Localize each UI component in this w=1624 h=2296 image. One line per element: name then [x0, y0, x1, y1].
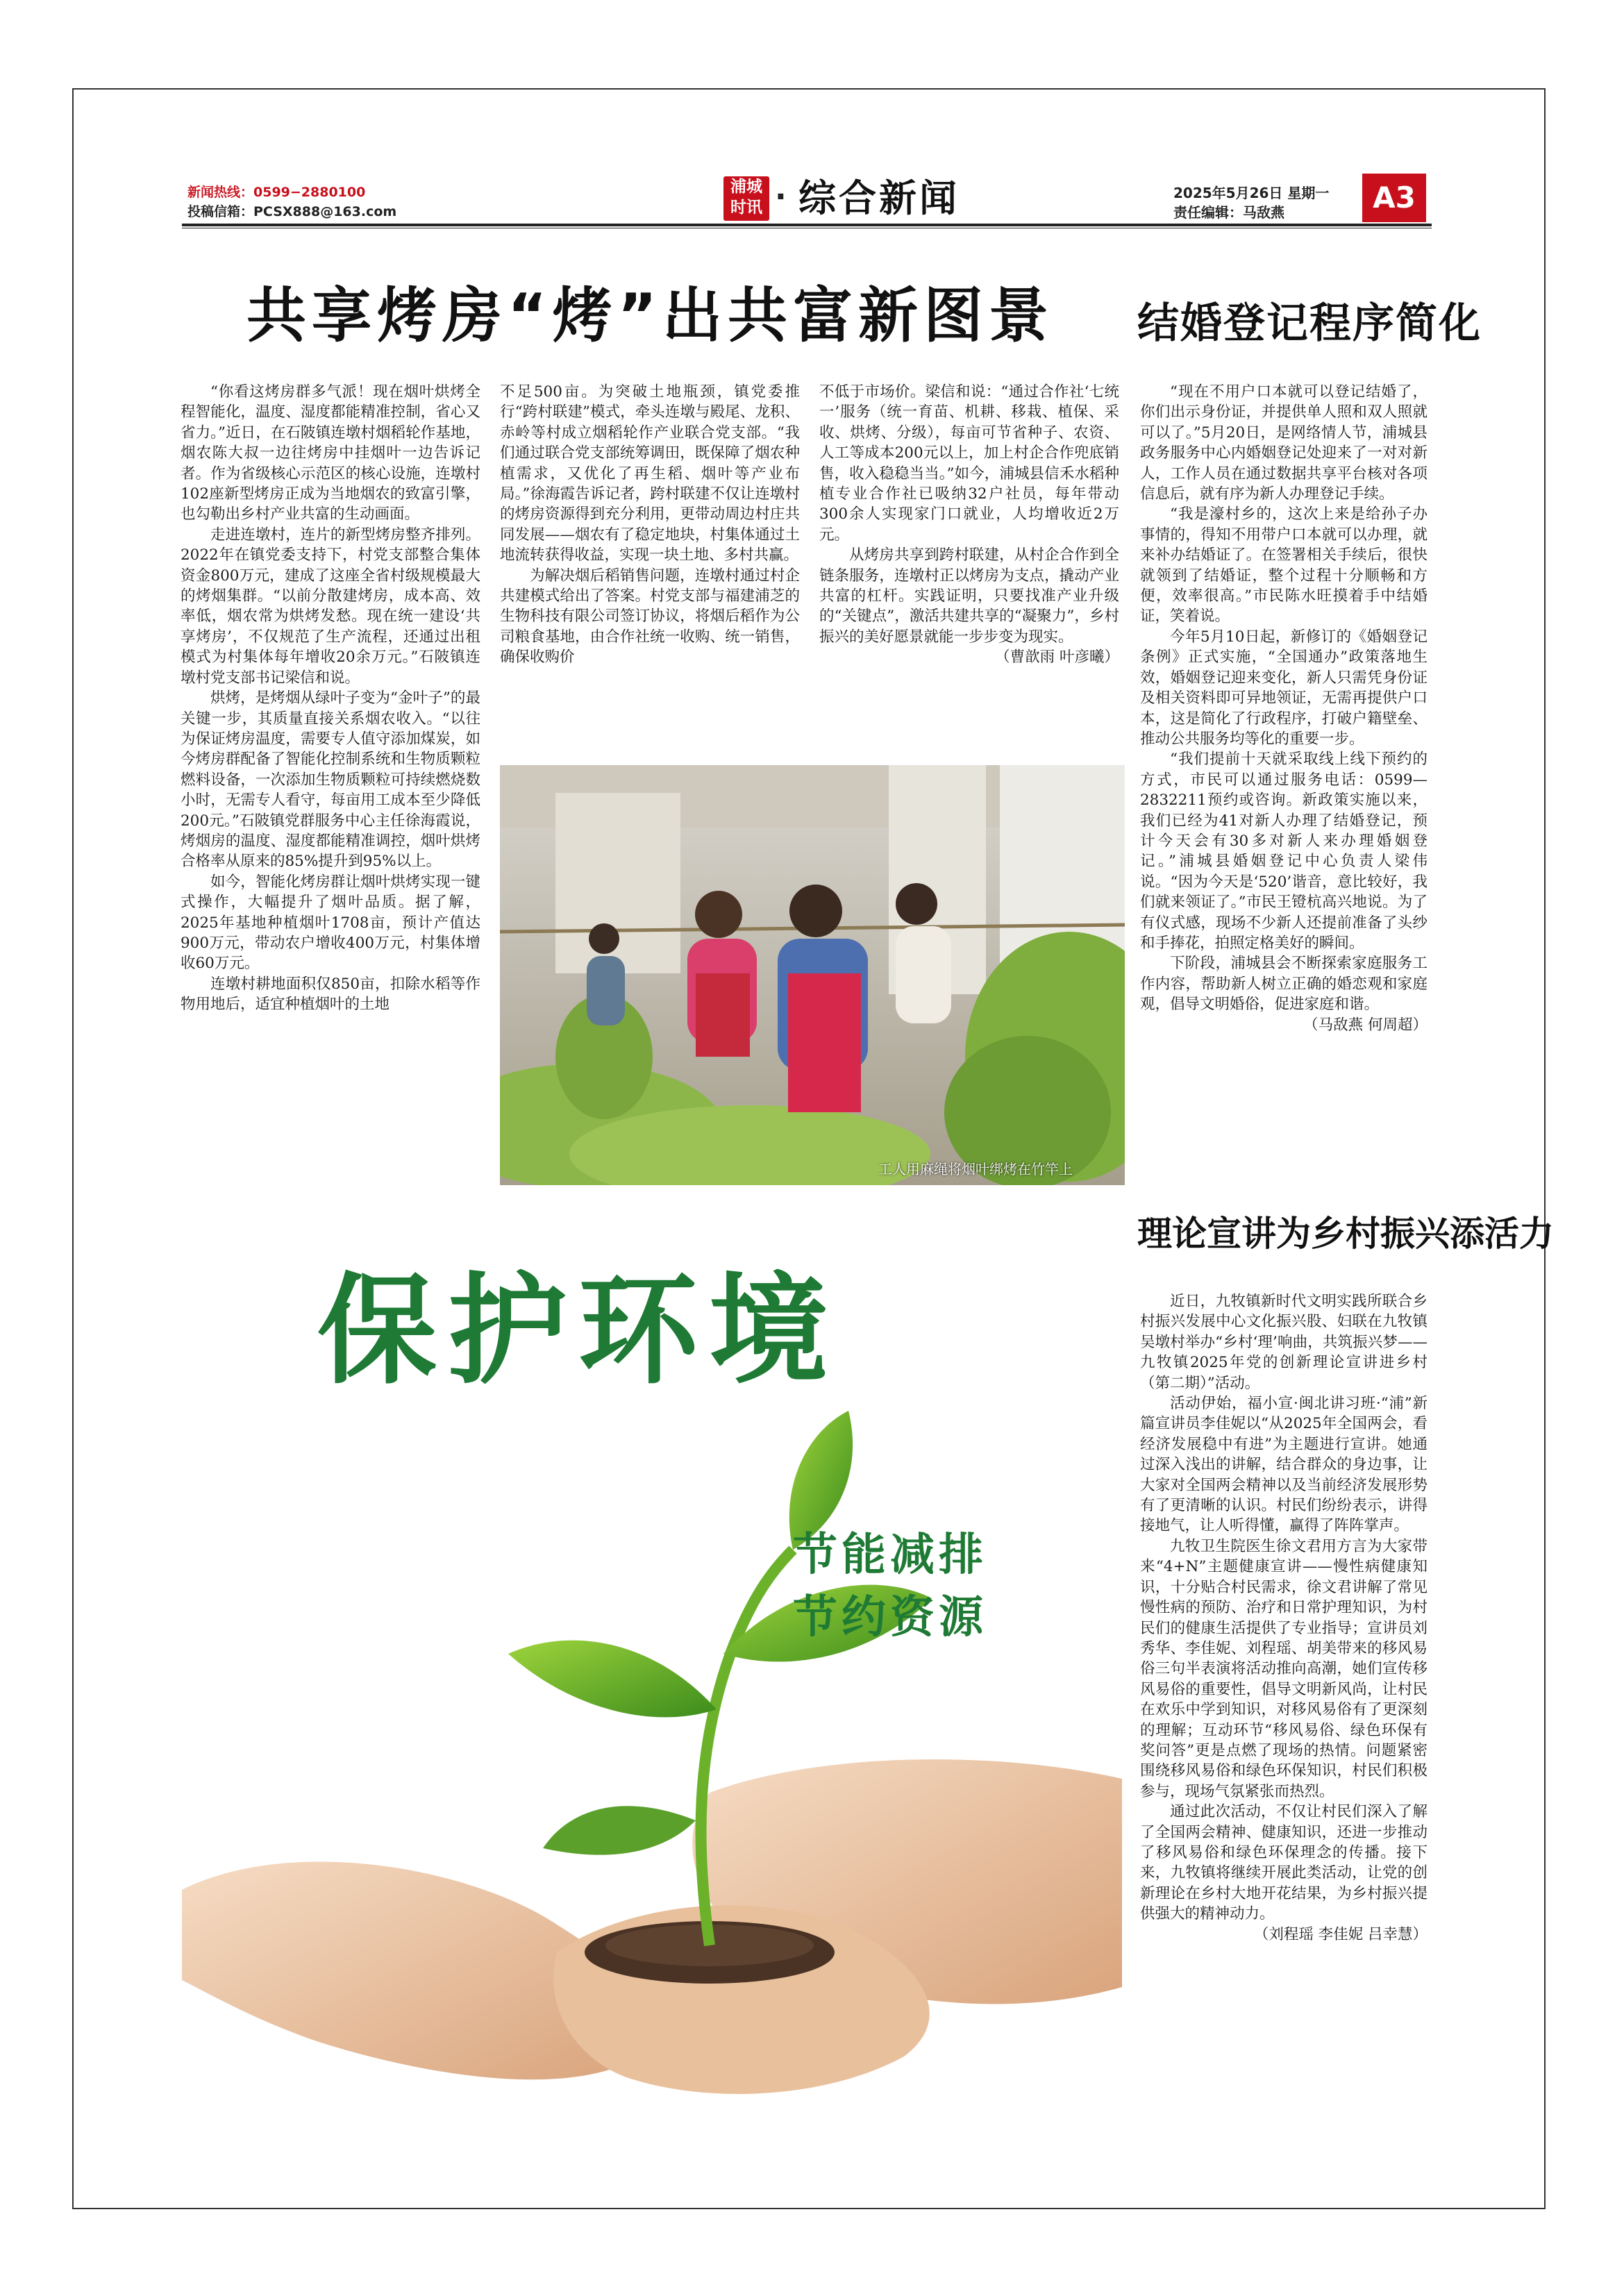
photo-caption: 工人用麻绳将烟叶绑烤在竹竿上 [878, 1161, 1073, 1178]
main-headline: 共享烤房“烤”出共富新图景 [246, 281, 1055, 351]
submission-email: 投稿信箱：PCSX888@163.com [187, 204, 397, 219]
section-title: 综合新闻 [798, 176, 960, 220]
environment-poster [182, 1223, 1122, 2150]
paragraph: 活动伊始，福小宣·闽北讲习班·“浦”新篇宣讲员李佳妮以“从2025年全国两会，看经济发展稳中有进”为主题进行宣讲。她通过深入浅出的讲解，结合群众的身边事，让大家对全国两会精神以及当前经济发展形势有了更清晰的认识。村民们纷纷表示，讲得接地气，让人听得懂，赢得了阵阵掌声。 [1140, 1395, 1428, 1535]
paragraph: 为解决烟后稻销售问题，连墩村通过村企共建模式给出了答案。村党支部与福建浦芝的生物科技有限公司签订协议，将烟后稻作为公司粮食基地，由合作社统一收购、统一销售，确保收购价 [500, 567, 800, 667]
paragraph: 烘烤，是烤烟从绿叶子变为“金叶子”的最关键一步，其质量直接关系烟农收入。“以往为保证烤房温度，需要专人值守添加煤炭，如今烤房群配备了智能化控制系统和生物质颗粒燃料设备，一次添加生物质颗粒可持续燃烧数小时，无需专人看守，每亩用工成本至少降低200元。”石陂镇党群服务中心主任徐海霞说，烤烟房的温度、湿度都能精准调控，烟叶烘烤合格率从原来的85%提升到95%以上。 [181, 689, 480, 871]
paragraph: 近日，九牧镇新时代文明实践所联合乡村振兴发展中心文化振兴股、妇联在九牧镇吴墩村举办“乡村‘理’响曲，共筑振兴梦——九牧镇2025年党的创新理论宣讲进乡村（第二期）”活动。 [1140, 1293, 1428, 1392]
paragraph: 通过此次活动，不仅让村民们深入了解了全国两会精神、健康知识，还进一步推动了移风易俗和绿色环保理念的传播。接下来，九牧镇将继续开展此类活动，让党的创新理论在乡村大地开花结果，为乡村振兴提供强大的精神动力。 [1140, 1803, 1428, 1923]
logo-line-2: 时讯 [730, 199, 762, 217]
side-article-marriage [1140, 382, 1428, 1035]
paragraph: 下阶段，浦城县会不断探索家庭服务工作内容，帮助新人树立正确的婚恋观和家庭观，倡导文明婚俗，促进家庭和谐。 [1140, 955, 1428, 1014]
poster-title: 保护环境 [317, 1261, 839, 1400]
paragraph: “我是濠村乡的，这次上来是给孙子办事情的，得知不用带户口本就可以办理，就来补办结婚证了。在签署相关手续后，很快就领到了结婚证，整个过程十分顺畅和方便，效率很高。”市民陈水旺摸着手中结婚证，笑着说。 [1140, 505, 1428, 626]
paragraph: 从烤房共享到跨村联建，从村企合作到全链条服务，连墩村正以烤房为支点，撬动产业共富的杠杆。实践证明，只要找准产业升级的“关键点”，激活共建共享的“凝聚力”，乡村振兴的美好愿景就能一步步变为现实。 [819, 546, 1119, 646]
page-number: A3 [1373, 181, 1416, 215]
poster-slogan-energy: 节能减排 [793, 1530, 987, 1581]
main-article-col-1 [181, 382, 480, 1015]
paper-logo [723, 176, 769, 221]
issue-date: 2025年5月26日 星期一 [1173, 185, 1330, 201]
responsible-editor: 责任编辑：马敌燕 [1173, 204, 1284, 221]
side-headline-marriage: 结婚登记程序简化 [1137, 299, 1482, 348]
paragraph: “你看这烤房群多气派！现在烟叶烘烤全程智能化，温度、湿度都能精准控制，省心又省力。”近日，在石陂镇连墩村烟稻轮作基地，烟农陈大叔一边往烤房中挂烟叶一边告诉记者。作为省级核心示范区的核心设施，连墩村102座新型烤房正成为当地烟农的致富引擎，也勾勒出乡村产业共富的生动画面。 [181, 383, 480, 523]
byline: （马敌燕 何周超） [1303, 1016, 1428, 1034]
photo-illustration [500, 765, 1125, 1185]
section-dot: · [775, 179, 787, 215]
paragraph: 走进连墩村，连片的新型烤房整齐排列。2022年在镇党委支持下，村党支部整合集体资金800万元，建成了这座全省村级规模最大的烤烟集群。“以前分散建烤房，成本高、效率低，烟农常为烘烤发愁。现在统一建设‘共享烤房’，不仅规范了生产流程，还通过出租模式为村集体每年增收20余万元。”石陂镇连墩村党支部书记梁信和说。 [181, 526, 480, 687]
byline: （刘程瑶 李佳妮 吕幸慧） [1253, 1925, 1428, 1943]
paragraph: 不低于市场价。梁信和说：“通过合作社‘七统一’服务（统一育苗、机耕、移栽、植保、采收、烘烤、分级），每亩可节省种子、农资、人工等成本200元以上，加上村企合作兜底销售，收入稳稳当当。”如今，浦城县信禾水稻种植专业合作社已吸纳32户社员，每年带动300余人实现家门口就业，人均增收近2万元。 [819, 383, 1119, 544]
poster-slogan-resources: 节约资源 [793, 1592, 987, 1643]
paragraph: 九牧卫生院医生徐文君用方言为大家带来“4+N”主题健康宣讲——慢性病健康知识，十分贴合村民需求，徐文君讲解了常见慢性病的预防、治疗和日常护理知识，为村民们的健康生活提供了专业指导；宣讲员刘秀华、李佳妮、刘程瑶、胡美带来的移风易俗三句半表演将活动推向高潮，她们宣传移风易俗的重要性，倡导文明新风尚，让村民在欢乐中学到知识，对移风易俗有了更深刻的理解；互动环节“移风易俗、绿色环保有奖问答”更是点燃了现场的热情。问题紧密围绕移风易俗和绿色环保知识，村民们积极参与，现场气氛紧张而热烈。 [1140, 1537, 1428, 1800]
side-article-theory [1140, 1291, 1428, 1945]
header-rule [182, 224, 1432, 226]
byline: （曹歆雨 叶彦曦） [995, 648, 1119, 667]
news-hotline: 新闻热线：0599−2880100 [187, 185, 366, 200]
main-article-col-3 [819, 382, 1119, 668]
paragraph: “我们提前十天就采取线上线下预约的方式，市民可以通过服务电话：0599—2832211预约或咨询。新政策实施以来，我们已经为41对新人办理了结婚登记，预计今天会有30多对新人来办理婚姻登记。”浦城县婚姻登记中心负责人梁伟说。“因为今天是‘520’谐音，意比较好，我们就来领证了。”市民王镫杭高兴地说。为了有仪式感，现场不少新人还提前准备了头纱和手捧花，拍照定格美好的瞬间。 [1140, 751, 1428, 952]
main-article-col-2 [500, 382, 800, 668]
paragraph: “现在不用户口本就可以登记结婚了，你们出示身份证，并提供单人照和双人照就可以了。”5月20日，是网络情人节，浦城县政务服务中心内婚姻登记处迎来了一对对新人，工作人员在通过数据共享平台核对各项信息后，就有序为新人办理登记手续。 [1140, 383, 1428, 503]
paragraph: 如今，智能化烤房群让烟叶烘烤实现一键式操作，大幅提升了烟叶品质。据了解，2025年基地种植烟叶1708亩，预计产值达900万元，带动农户增收400万元，村集体增收60万元。 [181, 873, 480, 973]
paragraph: 不足500亩。为突破土地瓶颈，镇党委推行“跨村联建”模式，牵头连墩与殿尾、龙积、赤岭等村成立烟稻轮作产业联合党支部。“我们通过联合党支部统筹调田，既保障了烟农种植需求，又优化了再生稻、烟叶等产业布局。”徐海霞告诉记者，跨村联建不仅让连墩村的烤房资源得到充分利用，更带动周边村庄共同发展——烟农有了稳定地块，村集体通过土地流转获得收益，实现一块土地、多村共赢。 [500, 383, 800, 564]
logo-line-1: 浦城 [730, 178, 762, 196]
tobacco-workers-photo [500, 765, 1125, 1185]
paragraph: 今年5月10日起，新修订的《婚姻登记条例》正式实施，“全国通办”政策落地生效，婚姻登记迎来变化，新人只需凭身份证及相关资料即可异地领证，无需再提供户口本，这是简化了行政程序，打破户籍壁垒、推动公共服务均等化的重要一步。 [1140, 628, 1428, 748]
side-headline-theory: 理论宣讲为乡村振兴添活力 [1137, 1213, 1554, 1254]
paragraph: 连墩村耕地面积仅850亩，扣除水稻等作物用地后，适宜种植烟叶的土地 [181, 975, 480, 1014]
